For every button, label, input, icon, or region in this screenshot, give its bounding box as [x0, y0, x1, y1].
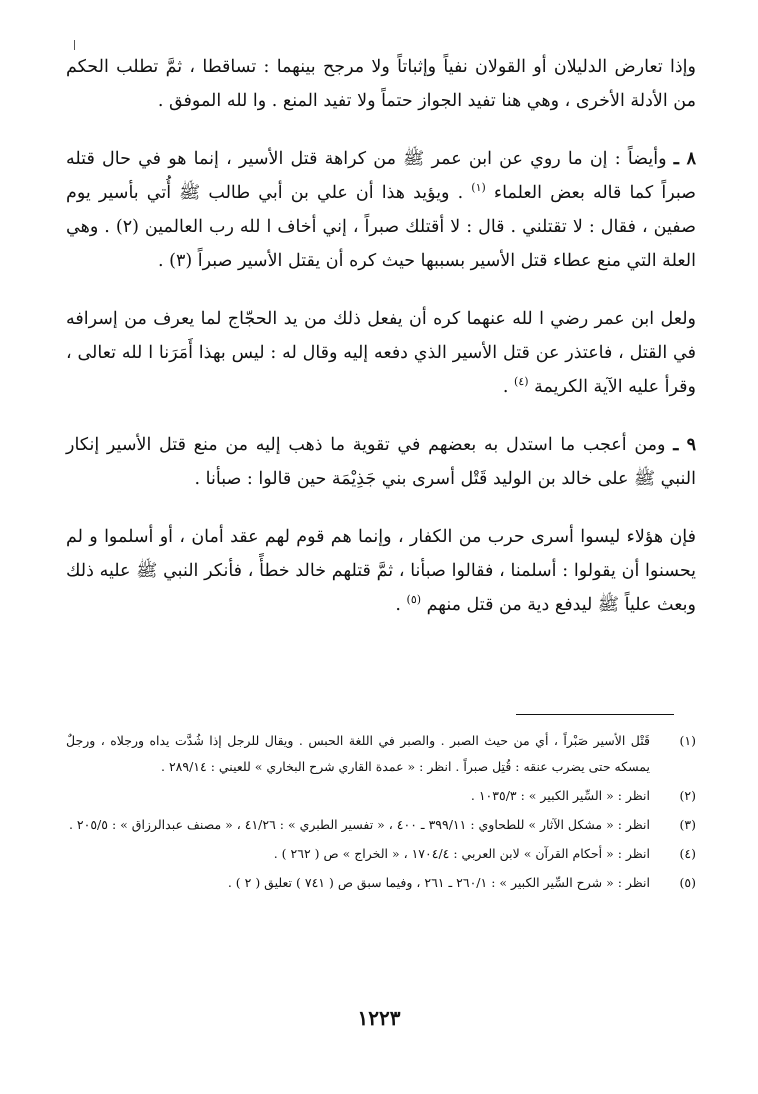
paragraph-number: ٩ ـ: [673, 435, 696, 455]
footnote-number: (٤): [679, 846, 696, 861]
paragraph-text: فإن هؤلاء ليسوا أسرى حرب من الكفار ، وإنما هم قوم لهم عقد أمان ، أو أسلموا و لم يحسنوا أن يقولوا : أسلمنا ، فقالوا صبأنا ، ثمَّ قتلهم خالد خطأً ، فأنكر النبي ﷺ عليه ذلك وبعث علياً ﷺ ليدفع دية من قتل منهم: [66, 527, 696, 615]
paragraph-text: ومن أعجب ما استدل به بعضهم في تقوية ما ذهب إليه من منع قتل الأسير إنكار النبي ﷺ على خالد بن الوليد قَتْل أسرى بني جَذِيْمَة حين قالوا : صبأنا .: [66, 435, 696, 489]
paragraph-number: ٨ ـ: [673, 149, 696, 169]
paragraph-text-tail: .: [395, 595, 407, 615]
footnote-number: (٥): [679, 875, 696, 890]
footnote-ref: (٤): [514, 375, 529, 389]
paragraph-2: [66, 142, 696, 278]
footnote-number: (٣): [679, 817, 696, 832]
main-text: [66, 50, 696, 646]
footnote-number: (٢): [679, 788, 696, 803]
footnote-text: انظر : « السِّير الكبير » : ١٠٣٥/٣ .: [470, 788, 650, 803]
paragraph-4: [66, 428, 696, 496]
footnote-text: انظر : « شرح السِّير الكبير » : ٢٦٠/١ ـ ٢٦١ ، وفيما سبق ص ( ٧٤١ ) تعليق ( ٢ ) .: [227, 875, 650, 890]
footnote-number: (١): [679, 733, 696, 748]
footnote-2: [66, 783, 696, 809]
footnote-5: [66, 870, 696, 896]
footnote-ref: (١): [471, 181, 486, 195]
page-number: ١٢٢٣: [357, 1006, 401, 1030]
paragraph-text: وأيضاً : إن ما روي عن ابن عمر ﷺ من كراهة قتل الأسير ، إنما هو في حال قتله صبراً كما قاله بعض العلماء: [66, 149, 697, 203]
footnotes: [66, 728, 696, 899]
footnote-4: [66, 841, 696, 867]
footnote-divider: [516, 714, 674, 715]
paragraph-text-tail: . ويؤيد هذا أن علي بن أبي طالب ﷺ أُتي بأسير يوم صفين ، فقال : لا تقتلني . قال : لا أقتلك صبراً ، إني أخاف ا لله رب العالمين (٢) . وهي العلة التي منع عطاء قتل الأسير بسببها حيث كره أن يقتل الأسير صبراً (٣) .: [66, 183, 696, 271]
footnote-text: قَتْل الأسير صَبْراً ، أي من حيث الصبر . والصبر في اللغة الحبس . ويقال للرجل إذا شُدَّت يداه ورجلاه ، ورجلٌ يمسكه حتى يضرب عنقه : قُتِل صبراً . انظر : « عمدة القاري شرح البخاري » للعيني : ٢٨٩/١٤ .: [66, 733, 650, 774]
paragraph-text: ولعل ابن عمر رضي ا لله عنهما كره أن يفعل ذلك من يد الحجّاج لما يعرف من إسرافه في القتل ، فاعتذر عن قتل الأسير الذي دفعه إليه وقال له : ليس بهذا أَمَرَنا ا لله تعالى ، وقرأ عليه الآية الكريمة: [66, 309, 696, 397]
paragraph-text: وإذا تعارض الدليلان أو القولان نفياً وإثباتاً ولا مرجح بينهما : تساقطا ، ثمَّ تطلب الحكم من الأدلة الأخرى ، وهي هنا تفيد الجواز حتماً ولا تفيد المنع . وا لله الموفق .: [66, 57, 696, 111]
paragraph-3: [66, 302, 696, 404]
footnote-ref: (٥): [406, 593, 422, 607]
paragraph-5: [66, 520, 696, 622]
margin-mark: [74, 40, 75, 50]
footnote-1: [66, 728, 696, 780]
paragraph-1: [66, 50, 696, 118]
footnote-text: انظر : « مشكل الآثار » للطحاوي : ٣٩٩/١١ ـ ٤٠٠ ، « تفسير الطبري » : ٤١/٢٦ ، « مصنف عبدالرزاق » : ٢٠٥/٥ .: [68, 817, 650, 832]
footnote-text: انظر : « أحكام القرآن » لابن العربي : ١٧٠٤/٤ ، « الخراج » ص ( ٢٦٢ ) .: [273, 846, 650, 861]
paragraph-text-tail: .: [502, 377, 515, 397]
footnote-3: [66, 812, 696, 838]
